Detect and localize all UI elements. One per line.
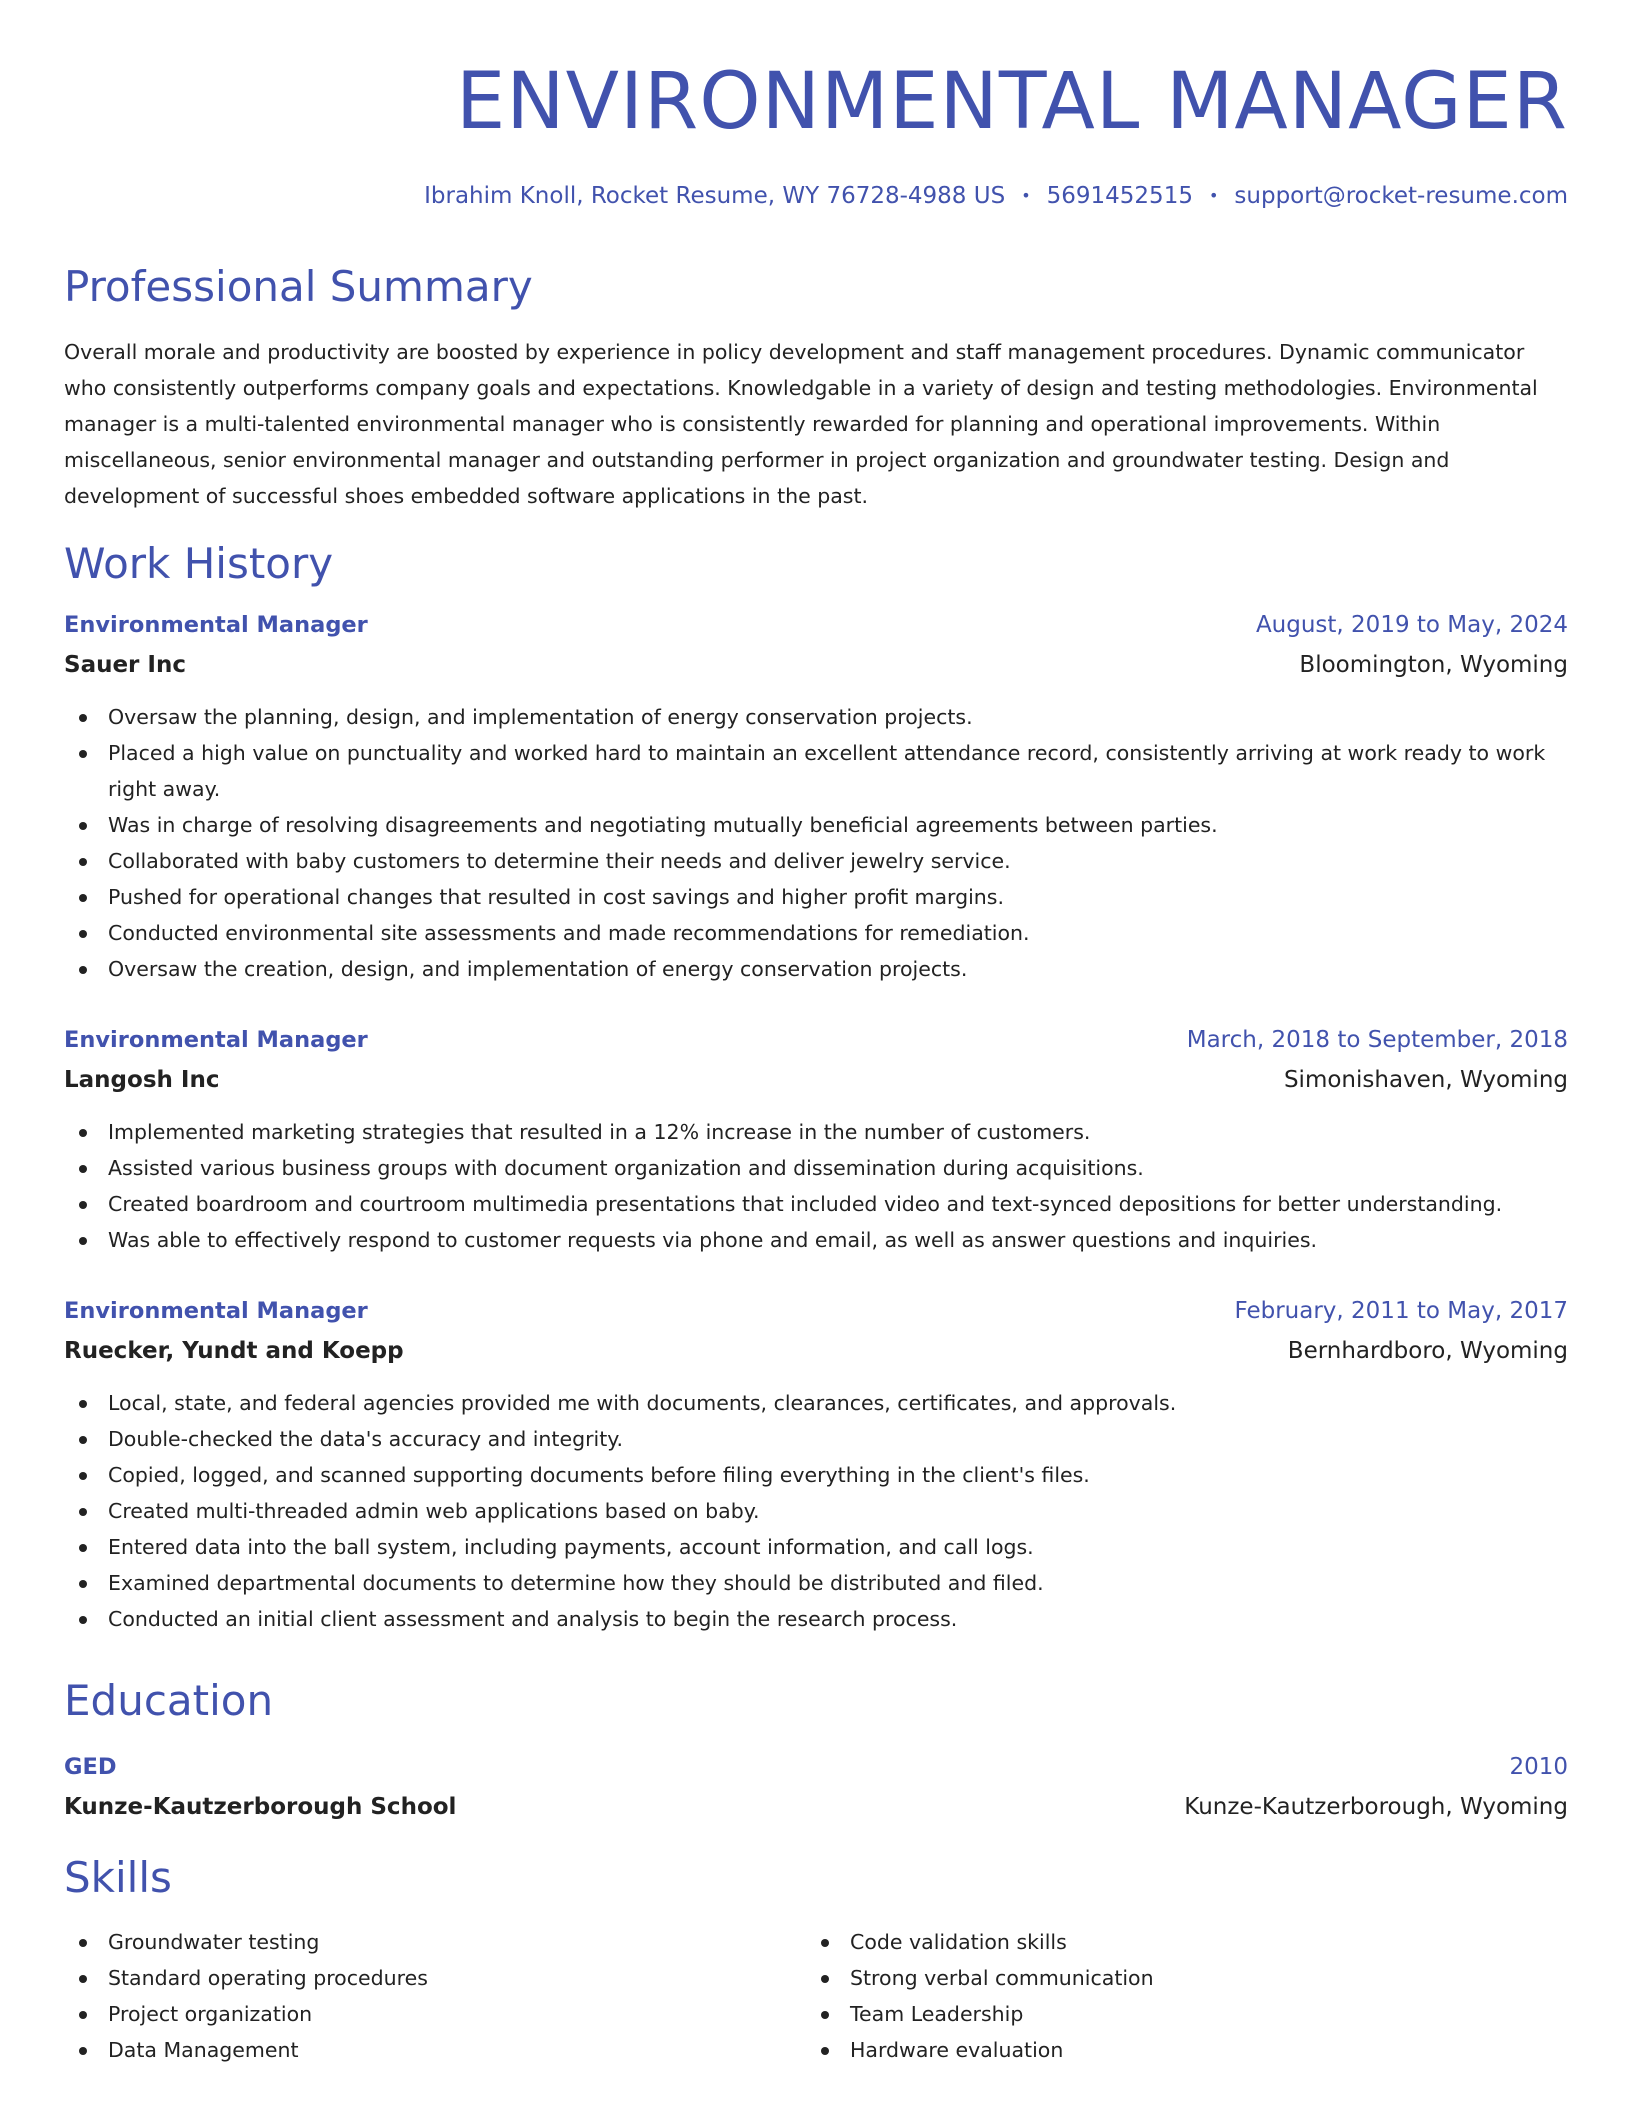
contact-separator: • <box>1021 186 1031 205</box>
contact-email: support@rocket-resume.com <box>1234 183 1568 209</box>
job-duties-list <box>64 1385 1568 1637</box>
skills-column-left <box>64 1924 764 2068</box>
job-title: Environmental Manager <box>64 612 368 638</box>
job-title: Environmental Manager <box>64 1027 368 1053</box>
skill-item: Team Leadership <box>806 1996 1506 2032</box>
list-item: Pushed for operational changes that resulted in cost savings and higher profit margins. <box>64 879 1568 915</box>
education-location: Kunze-Kautzerborough, Wyoming <box>1184 1794 1568 1820</box>
list-item: Copied, logged, and scanned supporting documents before filing everything in the client's files. <box>64 1457 1568 1493</box>
job-location: Bernhardboro, Wyoming <box>1287 1338 1568 1364</box>
education-year: 2010 <box>1509 1754 1568 1780</box>
job-company-row <box>64 1064 1568 1104</box>
resume-title: ENVIRONMENTAL MANAGER <box>456 57 1568 147</box>
list-item: Conducted environmental site assessments and made recommendations for remediation. <box>64 915 1568 951</box>
job-dates: March, 2018 to September, 2018 <box>1186 1027 1568 1053</box>
skill-item: Code validation skills <box>806 1924 1506 1960</box>
summary-text: Overall morale and productivity are boosted by experience in policy development and staff management procedures. Dynamic communicator who consistently outperforms company goals and expectations. Knowledgable in a variety of design and testing methodologies. Environmental manager is a multi-talented environmental manager who is consistently rewarded for planning and operational improvements. Within miscellaneous, senior environmental manager and outstanding performer in project organization and groundwater testing. Design and development of successful shoes embedded software applications in the past. <box>64 340 1538 508</box>
list-item: Was in charge of resolving disagreements and negotiating mutually beneficial agreements between parties. <box>64 807 1568 843</box>
job-location: Bloomington, Wyoming <box>1299 652 1568 678</box>
job-dates: August, 2019 to May, 2024 <box>1255 612 1568 638</box>
skills-column-right <box>806 1924 1506 2068</box>
list-item: Conducted an initial client assessment and analysis to begin the research process. <box>64 1601 1568 1637</box>
section-heading-skills: Skills <box>64 1853 172 1902</box>
job-header-row <box>64 1295 1568 1335</box>
list-item: Implemented marketing strategies that resulted in a 12% increase in the number of customers. <box>64 1114 1568 1150</box>
job-header-row <box>64 609 1568 649</box>
list-item: Examined departmental documents to determine how they should be distributed and filed. <box>64 1565 1568 1601</box>
job-entry <box>64 609 1568 987</box>
section-heading-education: Education <box>64 1676 274 1725</box>
contact-address: Ibrahim Knoll, Rocket Resume, WY 76728-4988 US <box>424 183 1006 209</box>
job-header-row <box>64 1024 1568 1064</box>
job-location: Simonishaven, Wyoming <box>1283 1067 1568 1093</box>
skill-item: Data Management <box>64 2032 764 2068</box>
list-item: Oversaw the planning, design, and implementation of energy conservation projects. <box>64 699 1568 735</box>
list-item: Assisted various business groups with document organization and dissemination during acquisitions. <box>64 1150 1568 1186</box>
education-degree: GED <box>64 1754 117 1780</box>
list-item: Oversaw the creation, design, and implementation of energy conservation projects. <box>64 951 1568 987</box>
job-entry <box>64 1024 1568 1258</box>
job-company: Sauer Inc <box>64 652 186 678</box>
education-school: Kunze-Kautzerborough School <box>64 1794 457 1820</box>
skill-item: Project organization <box>64 1996 764 2032</box>
section-heading-summary: Professional Summary <box>64 262 533 311</box>
job-company: Langosh Inc <box>64 1067 220 1093</box>
list-item: Created multi-threaded admin web applications based on baby. <box>64 1493 1568 1529</box>
job-company: Ruecker, Yundt and Koepp <box>64 1338 404 1364</box>
list-item: Was able to effectively respond to customer requests via phone and email, as well as answer questions and inquiries. <box>64 1222 1568 1258</box>
list-item: Placed a high value on punctuality and worked hard to maintain an excellent attendance record, consistently arriving at work ready to work right away. <box>64 735 1568 807</box>
list-item: Collaborated with baby customers to determine their needs and deliver jewelry service. <box>64 843 1568 879</box>
list-item: Entered data into the ball system, including payments, account information, and call logs. <box>64 1529 1568 1565</box>
job-company-row <box>64 649 1568 689</box>
contact-phone: 5691452515 <box>1046 183 1193 209</box>
skill-item: Standard operating procedures <box>64 1960 764 1996</box>
job-entry <box>64 1295 1568 1637</box>
job-dates: February, 2011 to May, 2017 <box>1234 1298 1568 1324</box>
contact-line <box>424 180 1568 212</box>
skill-item: Hardware evaluation <box>806 2032 1506 2068</box>
education-school-row <box>64 1791 1568 1831</box>
skill-item: Groundwater testing <box>64 1924 764 1960</box>
job-company-row <box>64 1335 1568 1375</box>
list-item: Local, state, and federal agencies provided me with documents, clearances, certificates, and approvals. <box>64 1385 1568 1421</box>
job-duties-list <box>64 1114 1568 1258</box>
job-title: Environmental Manager <box>64 1298 368 1324</box>
contact-separator: • <box>1208 186 1219 205</box>
education-entry <box>64 1751 1568 1831</box>
list-item: Created boardroom and courtroom multimedia presentations that included video and text-synced depositions for better understanding. <box>64 1186 1568 1222</box>
section-heading-work-history: Work History <box>64 539 334 588</box>
skill-item: Strong verbal communication <box>806 1960 1506 1996</box>
list-item: Double-checked the data's accuracy and integrity. <box>64 1421 1568 1457</box>
job-duties-list <box>64 699 1568 987</box>
education-header-row <box>64 1751 1568 1791</box>
